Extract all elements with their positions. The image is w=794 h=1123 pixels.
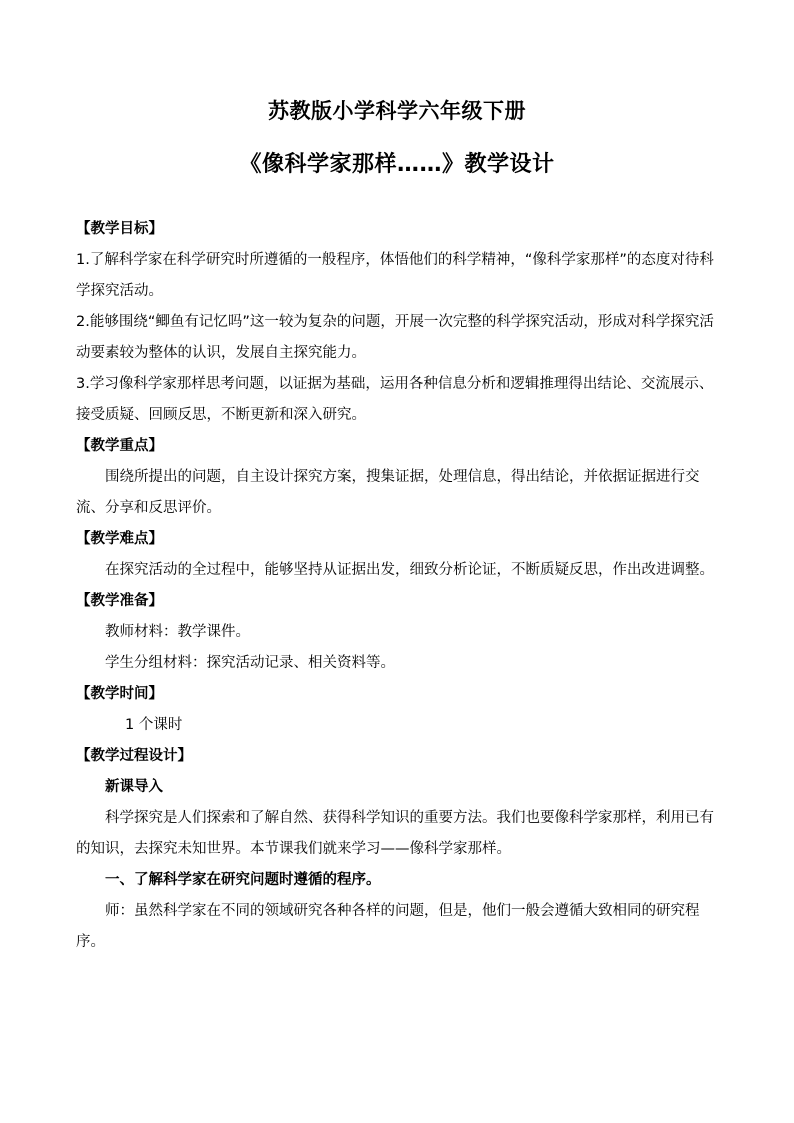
key-points-heading: 【教学重点】 bbox=[76, 438, 163, 454]
preparation-student: 学生分组材料：探究活动记录、相关资料等。 bbox=[105, 655, 395, 671]
document-title-line2: 《像科学家那样……》教学设计 bbox=[239, 152, 555, 177]
intro-heading: 新课导入 bbox=[105, 779, 163, 795]
process-heading: 【教学过程设计】 bbox=[76, 748, 192, 764]
goal-item-2: 2.能够围绕“鲫鱼有记忆吗”这一较为复杂的问题，开展一次完整的科学探究活动，形成对科学探究活动要素较为整体的认识，发展自主探究能力。 bbox=[76, 314, 714, 361]
goal-item-3: 3.学习像科学家那样思考问题，以证据为基础，运用各种信息分析和逻辑推理得出结论、交流展示、接受质疑、回顾反思，不断更新和深入研究。 bbox=[76, 376, 714, 423]
document-body bbox=[76, 214, 726, 958]
goal-item-1: 1.了解科学家在科学研究时所遵循的一般程序，体悟他们的科学精神，“像科学家那样”的态度对待科学探究活动。 bbox=[76, 252, 714, 299]
document-title-line1: 苏教版小学科学六年级下册 bbox=[268, 99, 526, 123]
difficulty-heading: 【教学难点】 bbox=[76, 531, 163, 547]
preparation-teacher: 教师材料：教学课件。 bbox=[105, 624, 250, 640]
time-heading: 【教学时间】 bbox=[76, 686, 163, 702]
goals-heading: 【教学目标】 bbox=[76, 221, 163, 237]
preparation-heading: 【教学准备】 bbox=[76, 593, 163, 609]
part1-text: 师：虽然科学家在不同的领域研究各种各样的问题，但是，他们一般会遵循大致相同的研究程序。 bbox=[76, 903, 700, 950]
part1-heading: 一、了解科学家在研究问题时遵循的程序。 bbox=[105, 872, 381, 888]
key-points-text: 围绕所提出的问题，自主设计探究方案，搜集证据，处理信息，得出结论，并依据证据进行交流、分享和反思评价。 bbox=[76, 469, 700, 516]
difficulty-text: 在探究活动的全过程中，能够坚持从证据出发，细致分析论证，不断质疑反思，作出改进调整。 bbox=[105, 562, 714, 578]
time-text: 1 个课时 bbox=[125, 717, 183, 733]
intro-text: 科学探究是人们探索和了解自然、获得科学知识的重要方法。我们也要像科学家那样，利用已有的知识，去探究未知世界。本节课我们就来学习——像科学家那样。 bbox=[76, 810, 714, 857]
